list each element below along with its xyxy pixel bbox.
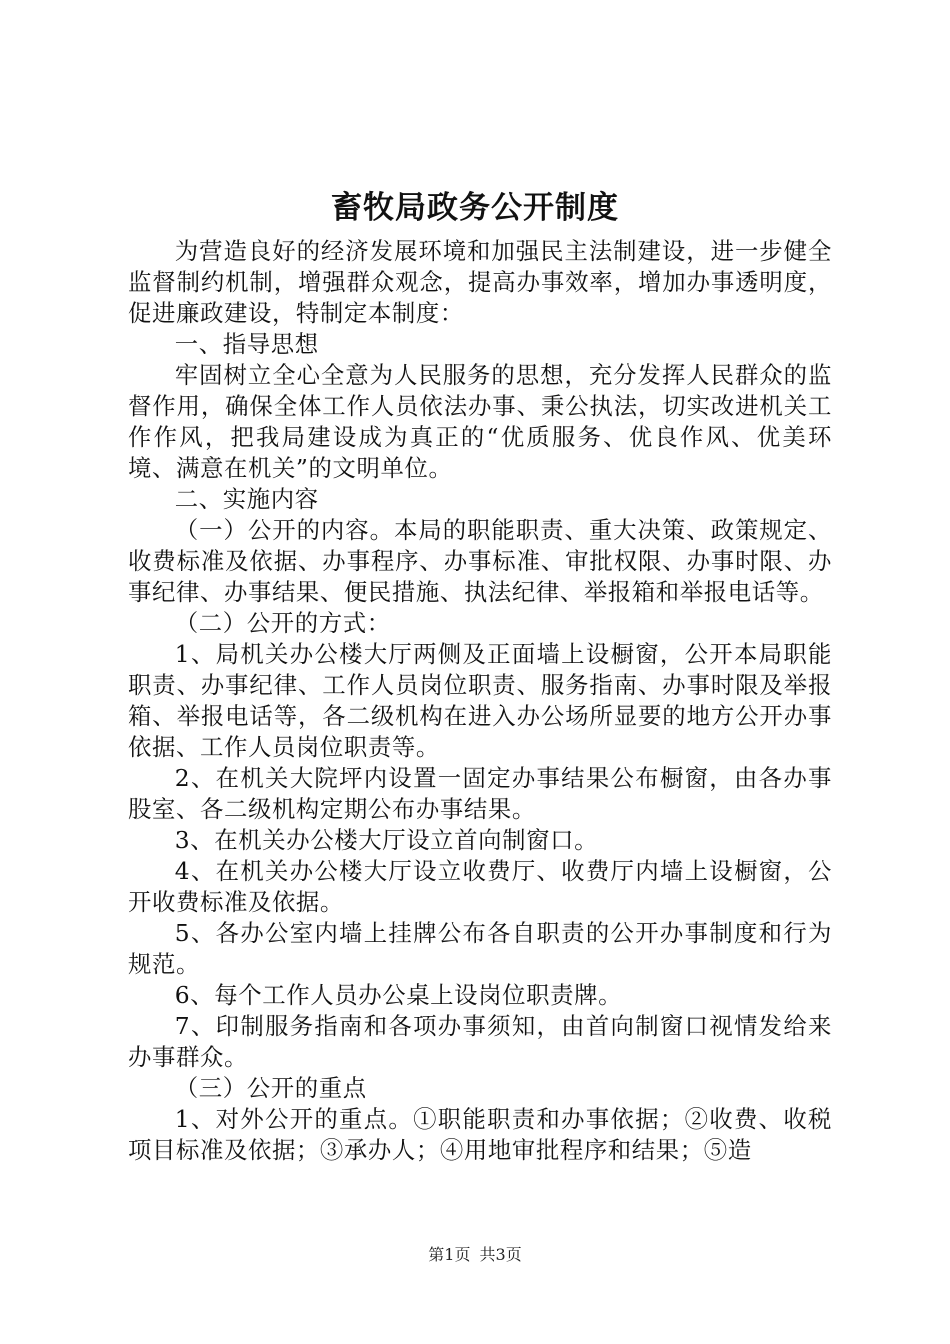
method-item-5: 5、各办公室内墙上挂牌公布各自职责的公开办事制度和行为规范。 [128,919,832,978]
method-item-1: 1、局机关办公楼大厅两侧及正面墙上设橱窗，公开本局职能职责、办事纪律、工作人员岗位职责、服务指南、办事时限及举报箱、举报电话等，各二级机构在进入办公场所显要的地方公开办事依据、工作人员岗位职责等。 [128,640,832,761]
document-title: 畜牧局政务公开制度 [331,190,619,226]
intro-paragraph: 为营造良好的经济发展环境和加强民主法制建设，进一步健全监督制约机制，增强群众观念，提高办事效率，增加办事透明度，促进廉政建设，特制定本制度： [128,237,832,327]
section-heading-implementation: 二、实施内容 [174,485,319,513]
page-total: 共3页 [479,1245,522,1264]
method-item-2: 2、在机关大院坪内设置一固定办事结果公布橱窗，由各办事股室、各二级机构定期公布办事结果。 [128,764,832,823]
page-footer [0,1244,950,1266]
disclosure-content-paragraph: （一）公开的内容。本局的职能职责、重大决策、政策规定、收费标准及依据、办事程序、办事标准、审批权限、办事时限、办事纪律、办事结果、便民措施、执法纪律、举报箱和举报电话等。 [128,516,832,606]
method-item-4: 4、在机关办公楼大厅设立收费厅、收费厅内墙上设橱窗，公开收费标准及依据。 [128,857,832,916]
focus-item-1: 1、对外公开的重点。①职能职责和办事依据；②收费、收税项目标准及依据；③承办人；④用地审批程序和结果；⑤造 [128,1105,832,1164]
subsection-heading-focus: （三）公开的重点 [174,1074,367,1102]
page-number: 第1页 [428,1245,471,1264]
method-item-6: 6、每个工作人员办公桌上设岗位职责牌。 [174,981,623,1009]
guiding-idea-paragraph: 牢固树立全心全意为人民服务的思想，充分发挥人民群众的监督作用，确保全体工作人员依法办事、秉公执法，切实改进机关工作作风，把我局建设成为真正的“优质服务、优良作风、优美环境、满意在机关”的文明单位。 [128,361,832,482]
subsection-heading-methods: （二）公开的方式： [174,609,391,637]
section-heading-guiding-idea: 一、指导思想 [174,330,319,358]
document-body [128,236,832,1166]
method-item-7: 7、印制服务指南和各项办事须知，由首向制窗口视情发给来办事群众。 [128,1012,832,1071]
method-item-3: 3、在机关办公楼大厅设立首向制窗口。 [174,826,599,854]
